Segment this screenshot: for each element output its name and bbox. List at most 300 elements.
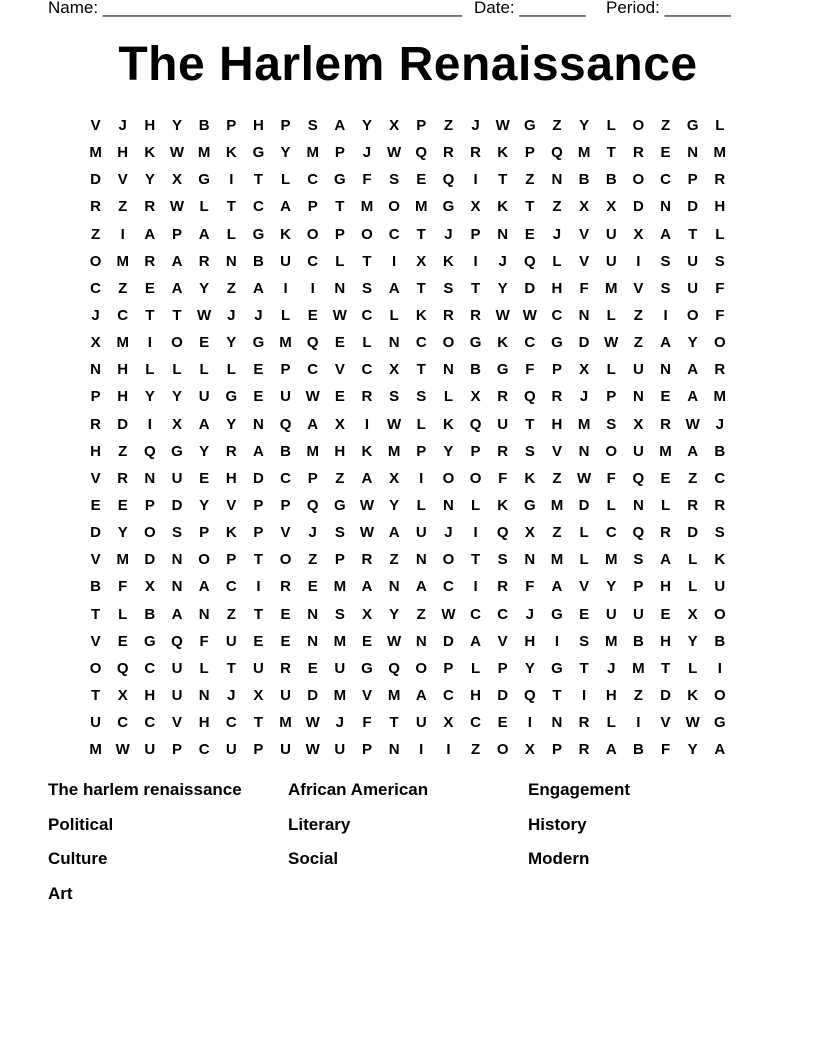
grid-letter[interactable]: Z — [443, 117, 453, 135]
grid-letter[interactable]: C — [470, 605, 481, 623]
grid-letter[interactable]: O — [713, 334, 726, 352]
grid-letter[interactable]: L — [606, 307, 616, 325]
grid-letter[interactable]: K — [361, 442, 373, 460]
grid-letter[interactable]: A — [660, 334, 671, 352]
grid-letter[interactable]: T — [470, 551, 481, 569]
grid-letter[interactable]: A — [252, 279, 264, 297]
grid-letter[interactable]: D — [252, 469, 264, 487]
grid-letter[interactable]: C — [551, 307, 563, 325]
grid-letter[interactable]: A — [605, 741, 617, 759]
grid-letter[interactable]: T — [525, 415, 535, 433]
grid-letter[interactable]: B — [252, 252, 264, 270]
grid-letter[interactable]: Y — [199, 497, 210, 515]
grid-letter[interactable]: O — [198, 551, 210, 569]
grid-letter[interactable]: A — [415, 687, 427, 705]
grid-letter[interactable]: R — [280, 659, 291, 677]
grid-letter[interactable]: N — [578, 307, 590, 325]
grid-letter[interactable]: S — [606, 415, 617, 433]
grid-letter[interactable]: R — [280, 578, 291, 596]
grid-letter[interactable]: X — [389, 469, 400, 487]
grid-letter[interactable]: M — [116, 551, 129, 569]
grid-letter[interactable]: S — [660, 279, 671, 297]
grid-letter[interactable]: L — [552, 252, 562, 270]
grid-letter[interactable]: Z — [660, 117, 671, 135]
grid-letter[interactable]: W — [577, 469, 592, 487]
grid-letter[interactable]: O — [442, 469, 455, 487]
grid-letter[interactable]: X — [334, 415, 345, 433]
grid-letter[interactable]: D — [632, 198, 644, 216]
grid-letter[interactable]: T — [416, 225, 426, 243]
grid-letter[interactable]: W — [305, 388, 320, 406]
grid-letter[interactable]: C — [714, 469, 726, 487]
grid-letter[interactable]: U — [605, 252, 617, 270]
grid-letter[interactable]: U — [605, 605, 617, 623]
grid-letter[interactable]: E — [253, 632, 264, 650]
grid-letter[interactable]: C — [497, 605, 509, 623]
grid-letter[interactable]: P — [253, 524, 264, 542]
grid-letter[interactable]: U — [225, 632, 237, 650]
grid-letter[interactable]: Y — [389, 605, 400, 623]
grid-letter[interactable]: U — [171, 687, 183, 705]
grid-letter[interactable]: N — [171, 551, 183, 569]
grid-letter[interactable]: N — [442, 497, 454, 515]
grid-letter[interactable]: L — [118, 605, 128, 623]
grid-letter[interactable]: N — [415, 632, 427, 650]
grid-letter[interactable]: R — [578, 714, 590, 732]
grid-letter[interactable]: P — [687, 171, 698, 189]
grid-letter[interactable]: V — [551, 442, 562, 460]
grid-letter[interactable]: O — [469, 469, 482, 487]
grid-letter[interactable]: N — [497, 225, 509, 243]
grid-letter[interactable]: P — [171, 225, 182, 243]
grid-letter[interactable]: M — [89, 144, 102, 162]
grid-letter[interactable]: O — [713, 605, 726, 623]
grid-letter[interactable]: Y — [226, 334, 237, 352]
grid-letter[interactable]: X — [389, 117, 400, 135]
grid-letter[interactable]: Q — [523, 687, 536, 705]
grid-letter[interactable]: Q — [551, 144, 563, 162]
grid-letter[interactable]: Q — [442, 171, 455, 189]
grid-letter[interactable]: W — [387, 415, 402, 433]
grid-letter[interactable]: G — [523, 117, 536, 135]
grid-letter[interactable]: B — [714, 632, 726, 650]
grid-letter[interactable]: L — [226, 361, 236, 379]
grid-letter[interactable]: E — [117, 497, 128, 515]
grid-letter[interactable]: L — [199, 361, 209, 379]
grid-letter[interactable]: Y — [171, 117, 182, 135]
grid-letter[interactable]: S — [307, 117, 318, 135]
grid-letter[interactable]: I — [392, 252, 397, 270]
grid-letter[interactable]: B — [470, 361, 481, 379]
grid-letter[interactable]: A — [388, 524, 400, 542]
grid-letter[interactable]: Y — [524, 659, 535, 677]
grid-letter[interactable]: B — [632, 741, 644, 759]
grid-letter[interactable]: T — [525, 198, 535, 216]
grid-letter[interactable]: A — [687, 442, 699, 460]
grid-letter[interactable]: R — [497, 578, 509, 596]
grid-letter[interactable]: T — [470, 279, 481, 297]
grid-letter[interactable]: J — [471, 117, 480, 135]
grid-letter[interactable]: S — [334, 524, 345, 542]
grid-letter[interactable]: P — [253, 741, 264, 759]
grid-letter[interactable]: E — [660, 388, 671, 406]
grid-letter[interactable]: G — [361, 659, 373, 677]
grid-letter[interactable]: M — [279, 334, 292, 352]
grid-letter[interactable]: J — [525, 605, 534, 623]
grid-letter[interactable]: F — [362, 714, 372, 732]
grid-letter[interactable]: H — [605, 687, 617, 705]
grid-letter[interactable]: C — [388, 225, 400, 243]
grid-letter[interactable]: E — [117, 632, 128, 650]
grid-letter[interactable]: L — [470, 497, 481, 515]
grid-letter[interactable]: A — [171, 605, 183, 623]
grid-letter[interactable]: O — [89, 659, 102, 677]
grid-letter[interactable]: A — [171, 252, 183, 270]
grid-letter[interactable]: S — [579, 632, 590, 650]
grid-letter[interactable]: T — [579, 659, 589, 677]
grid-letter[interactable]: N — [198, 605, 210, 623]
grid-letter[interactable]: N — [551, 171, 563, 189]
grid-letter[interactable]: U — [605, 225, 617, 243]
grid-letter[interactable]: J — [308, 524, 317, 542]
grid-letter[interactable]: A — [660, 551, 671, 569]
grid-letter[interactable]: T — [552, 687, 562, 705]
grid-letter[interactable]: G — [551, 605, 563, 623]
grid-letter[interactable]: X — [253, 687, 264, 705]
grid-letter[interactable]: D — [144, 551, 156, 569]
grid-letter[interactable]: Z — [308, 551, 318, 569]
grid-letter[interactable]: L — [606, 714, 616, 732]
grid-letter[interactable]: L — [688, 578, 698, 596]
grid-letter[interactable]: O — [171, 334, 183, 352]
grid-letter[interactable]: W — [604, 334, 619, 352]
grid-letter[interactable]: M — [279, 714, 292, 732]
grid-letter[interactable]: H — [714, 198, 726, 216]
grid-letter[interactable]: T — [688, 225, 698, 243]
grid-letter[interactable]: X — [117, 687, 128, 705]
grid-letter[interactable]: C — [307, 252, 319, 270]
grid-letter[interactable]: F — [362, 171, 372, 189]
grid-letter[interactable]: I — [120, 225, 125, 243]
grid-letter[interactable]: V — [280, 524, 291, 542]
grid-letter[interactable]: C — [442, 578, 454, 596]
grid-letter[interactable]: H — [252, 117, 264, 135]
grid-letter[interactable]: I — [636, 252, 641, 270]
grid-letter[interactable]: M — [415, 198, 428, 216]
grid-letter[interactable]: A — [687, 388, 699, 406]
grid-letter[interactable]: Z — [118, 279, 128, 297]
name-field[interactable]: Name: ______________________________________ — [48, 0, 463, 17]
grid-letter[interactable]: O — [713, 687, 726, 705]
grid-letter[interactable]: J — [715, 415, 724, 433]
grid-letter[interactable]: R — [714, 361, 726, 379]
grid-letter[interactable]: N — [225, 252, 237, 270]
grid-letter[interactable]: P — [171, 741, 182, 759]
grid-letter[interactable]: Z — [470, 741, 481, 759]
grid-letter[interactable]: D — [90, 171, 101, 189]
grid-letter[interactable]: S — [416, 388, 427, 406]
grid-letter[interactable]: A — [171, 279, 183, 297]
grid-letter[interactable]: I — [147, 334, 152, 352]
grid-letter[interactable]: P — [199, 524, 210, 542]
grid-letter[interactable]: I — [256, 578, 261, 596]
grid-letter[interactable]: S — [633, 551, 644, 569]
grid-letter[interactable]: T — [90, 605, 101, 623]
grid-letter[interactable]: E — [144, 279, 155, 297]
grid-letter[interactable]: J — [444, 524, 453, 542]
grid-letter[interactable]: D — [578, 334, 590, 352]
grid-letter[interactable]: R — [497, 388, 509, 406]
grid-letter[interactable]: L — [389, 307, 399, 325]
grid-letter[interactable]: N — [632, 388, 644, 406]
grid-letter[interactable]: N — [415, 551, 427, 569]
grid-letter[interactable]: X — [443, 714, 454, 732]
grid-letter[interactable]: X — [144, 578, 155, 596]
grid-letter[interactable]: E — [334, 388, 345, 406]
grid-letter[interactable]: Q — [523, 388, 536, 406]
grid-letter[interactable]: H — [117, 361, 129, 379]
grid-letter[interactable]: G — [686, 117, 699, 135]
grid-letter[interactable]: C — [144, 714, 156, 732]
grid-letter[interactable]: P — [416, 117, 427, 135]
grid-letter[interactable]: K — [497, 198, 509, 216]
grid-letter[interactable]: V — [90, 469, 101, 487]
grid-letter[interactable]: L — [172, 361, 182, 379]
grid-letter[interactable]: M — [333, 578, 347, 596]
grid-letter[interactable]: U — [632, 442, 644, 460]
grid-letter[interactable]: D — [117, 415, 129, 433]
grid-letter[interactable]: N — [442, 361, 454, 379]
grid-letter[interactable]: H — [660, 578, 671, 596]
grid-letter[interactable]: V — [497, 632, 508, 650]
grid-letter[interactable]: Y — [579, 117, 590, 135]
grid-letter[interactable]: L — [579, 524, 589, 542]
grid-letter[interactable]: J — [579, 388, 589, 406]
grid-letter[interactable]: S — [389, 388, 400, 406]
grid-letter[interactable]: Q — [171, 632, 183, 650]
grid-letter[interactable]: S — [524, 442, 535, 460]
grid-letter[interactable]: M — [604, 632, 618, 650]
grid-letter[interactable]: H — [90, 442, 101, 460]
grid-letter[interactable]: Y — [687, 334, 698, 352]
date-field[interactable]: Date: _______ — [474, 0, 586, 17]
grid-letter[interactable]: G — [469, 334, 482, 352]
grid-letter[interactable]: Z — [118, 442, 128, 460]
grid-letter[interactable]: P — [361, 741, 372, 759]
grid-letter[interactable]: P — [90, 388, 101, 406]
grid-letter[interactable]: U — [198, 388, 210, 406]
grid-letter[interactable]: R — [714, 171, 726, 189]
grid-letter[interactable]: N — [388, 334, 400, 352]
grid-letter[interactable]: W — [387, 144, 402, 162]
grid-letter[interactable]: E — [90, 497, 101, 515]
grid-letter[interactable]: R — [90, 415, 101, 433]
grid-letter[interactable]: Y — [361, 117, 372, 135]
grid-letter[interactable]: R — [361, 551, 373, 569]
grid-letter[interactable]: D — [687, 198, 699, 216]
grid-letter[interactable]: K — [415, 307, 427, 325]
grid-letter[interactable]: V — [579, 225, 590, 243]
grid-letter[interactable]: M — [116, 252, 129, 270]
grid-letter[interactable]: B — [714, 442, 726, 460]
grid-letter[interactable]: L — [280, 171, 291, 189]
grid-letter[interactable]: W — [359, 524, 375, 542]
grid-letter[interactable]: A — [334, 117, 346, 135]
grid-letter[interactable]: W — [169, 144, 185, 162]
grid-letter[interactable]: J — [335, 714, 344, 732]
grid-letter[interactable]: T — [335, 198, 345, 216]
grid-letter[interactable]: L — [579, 551, 589, 569]
grid-letter[interactable]: Z — [525, 171, 535, 189]
grid-letter[interactable]: C — [90, 279, 101, 297]
grid-letter[interactable]: F — [579, 279, 589, 297]
grid-letter[interactable]: N — [687, 144, 699, 162]
grid-letter[interactable]: Y — [687, 632, 698, 650]
grid-letter[interactable]: H — [524, 632, 536, 650]
grid-letter[interactable]: T — [253, 714, 263, 732]
grid-letter[interactable]: A — [687, 361, 699, 379]
grid-letter[interactable]: V — [117, 171, 128, 189]
grid-letter[interactable]: U — [280, 252, 291, 270]
grid-letter[interactable]: C — [415, 334, 427, 352]
grid-letter[interactable]: L — [606, 117, 616, 135]
grid-letter[interactable]: P — [280, 497, 291, 515]
grid-letter[interactable]: A — [361, 578, 373, 596]
grid-letter[interactable]: A — [198, 225, 210, 243]
grid-letter[interactable]: A — [470, 632, 481, 650]
grid-letter[interactable]: U — [497, 415, 509, 433]
grid-letter[interactable]: L — [688, 659, 698, 677]
grid-letter[interactable]: Z — [552, 198, 562, 216]
grid-letter[interactable]: I — [717, 659, 722, 677]
grid-letter[interactable]: T — [416, 361, 426, 379]
grid-letter[interactable]: P — [551, 361, 562, 379]
grid-letter[interactable]: N — [198, 687, 210, 705]
grid-letter[interactable]: Q — [279, 415, 292, 433]
grid-letter[interactable]: A — [714, 741, 726, 759]
grid-letter[interactable]: Y — [199, 442, 210, 460]
grid-letter[interactable]: M — [333, 632, 347, 650]
grid-letter[interactable]: I — [473, 524, 478, 542]
grid-letter[interactable]: M — [577, 144, 591, 162]
grid-letter[interactable]: V — [334, 361, 345, 379]
grid-letter[interactable]: T — [226, 198, 236, 216]
grid-letter[interactable]: M — [333, 687, 347, 705]
grid-letter[interactable]: A — [198, 415, 210, 433]
grid-letter[interactable]: A — [280, 198, 291, 216]
grid-letter[interactable]: D — [307, 687, 319, 705]
grid-letter[interactable]: Z — [118, 198, 128, 216]
grid-letter[interactable]: U — [144, 741, 156, 759]
grid-letter[interactable]: N — [551, 714, 563, 732]
grid-letter[interactable]: S — [660, 252, 671, 270]
grid-letter[interactable]: U — [280, 741, 291, 759]
grid-letter[interactable]: X — [171, 171, 182, 189]
grid-letter[interactable]: P — [470, 442, 481, 460]
grid-letter[interactable]: K — [714, 551, 726, 569]
grid-letter[interactable]: P — [307, 469, 318, 487]
grid-letter[interactable]: G — [334, 171, 346, 189]
grid-letter[interactable]: U — [225, 741, 237, 759]
period-field[interactable]: Period: _______ — [606, 0, 731, 17]
grid-letter[interactable]: N — [524, 551, 536, 569]
grid-letter[interactable]: E — [660, 469, 671, 487]
grid-letter[interactable]: J — [227, 687, 236, 705]
grid-letter[interactable]: C — [361, 361, 373, 379]
grid-letter[interactable]: G — [523, 497, 536, 515]
grid-letter[interactable]: N — [388, 741, 400, 759]
grid-letter[interactable]: Q — [632, 469, 645, 487]
grid-letter[interactable]: E — [524, 225, 535, 243]
grid-letter[interactable]: R — [117, 469, 129, 487]
grid-letter[interactable]: U — [415, 714, 427, 732]
grid-letter[interactable]: W — [522, 307, 537, 325]
grid-letter[interactable]: D — [90, 524, 101, 542]
grid-letter[interactable]: W — [685, 714, 700, 732]
grid-letter[interactable]: O — [496, 741, 509, 759]
grid-letter[interactable]: Q — [306, 497, 319, 515]
grid-letter[interactable]: Q — [523, 252, 536, 270]
grid-letter[interactable]: T — [606, 144, 616, 162]
grid-letter[interactable]: D — [442, 632, 454, 650]
grid-letter[interactable]: W — [305, 714, 320, 732]
grid-letter[interactable]: I — [229, 171, 234, 189]
grid-letter[interactable]: F — [199, 632, 209, 650]
grid-letter[interactable]: F — [118, 578, 128, 596]
grid-letter[interactable]: N — [660, 361, 671, 379]
grid-letter[interactable]: O — [632, 171, 645, 189]
grid-letter[interactable]: K — [442, 252, 454, 270]
grid-letter[interactable]: L — [226, 225, 236, 243]
grid-letter[interactable]: K — [225, 524, 237, 542]
grid-letter[interactable]: H — [660, 632, 671, 650]
grid-letter[interactable]: I — [527, 714, 532, 732]
grid-letter[interactable]: Q — [144, 442, 156, 460]
grid-letter[interactable]: V — [226, 497, 237, 515]
grid-letter[interactable]: R — [578, 741, 590, 759]
grid-letter[interactable]: M — [197, 144, 211, 162]
grid-letter[interactable]: E — [199, 469, 210, 487]
grid-letter[interactable]: U — [334, 741, 346, 759]
grid-letter[interactable]: W — [387, 632, 402, 650]
grid-letter[interactable]: P — [524, 144, 535, 162]
grid-letter[interactable]: E — [307, 659, 318, 677]
grid-letter[interactable]: M — [387, 442, 401, 460]
grid-letter[interactable]: V — [579, 252, 590, 270]
grid-letter[interactable]: G — [551, 334, 563, 352]
grid-letter[interactable]: P — [633, 578, 644, 596]
grid-letter[interactable]: H — [198, 714, 210, 732]
grid-letter[interactable]: M — [387, 687, 401, 705]
grid-letter[interactable]: C — [225, 714, 237, 732]
grid-letter[interactable]: T — [90, 687, 101, 705]
grid-letter[interactable]: U — [90, 714, 101, 732]
grid-letter[interactable]: I — [364, 415, 370, 433]
grid-letter[interactable]: B — [90, 578, 101, 596]
grid-letter[interactable]: P — [606, 388, 617, 406]
grid-letter[interactable]: L — [606, 361, 616, 379]
grid-letter[interactable]: Y — [606, 578, 617, 596]
grid-letter[interactable]: V — [171, 714, 182, 732]
grid-letter[interactable]: C — [307, 361, 319, 379]
grid-letter[interactable]: R — [90, 198, 101, 216]
grid-letter[interactable]: I — [419, 741, 424, 759]
grid-letter[interactable]: Q — [116, 659, 129, 677]
grid-letter[interactable]: R — [470, 144, 481, 162]
grid-letter[interactable]: A — [361, 469, 373, 487]
grid-letter[interactable]: R — [660, 415, 671, 433]
grid-letter[interactable]: I — [283, 279, 288, 297]
